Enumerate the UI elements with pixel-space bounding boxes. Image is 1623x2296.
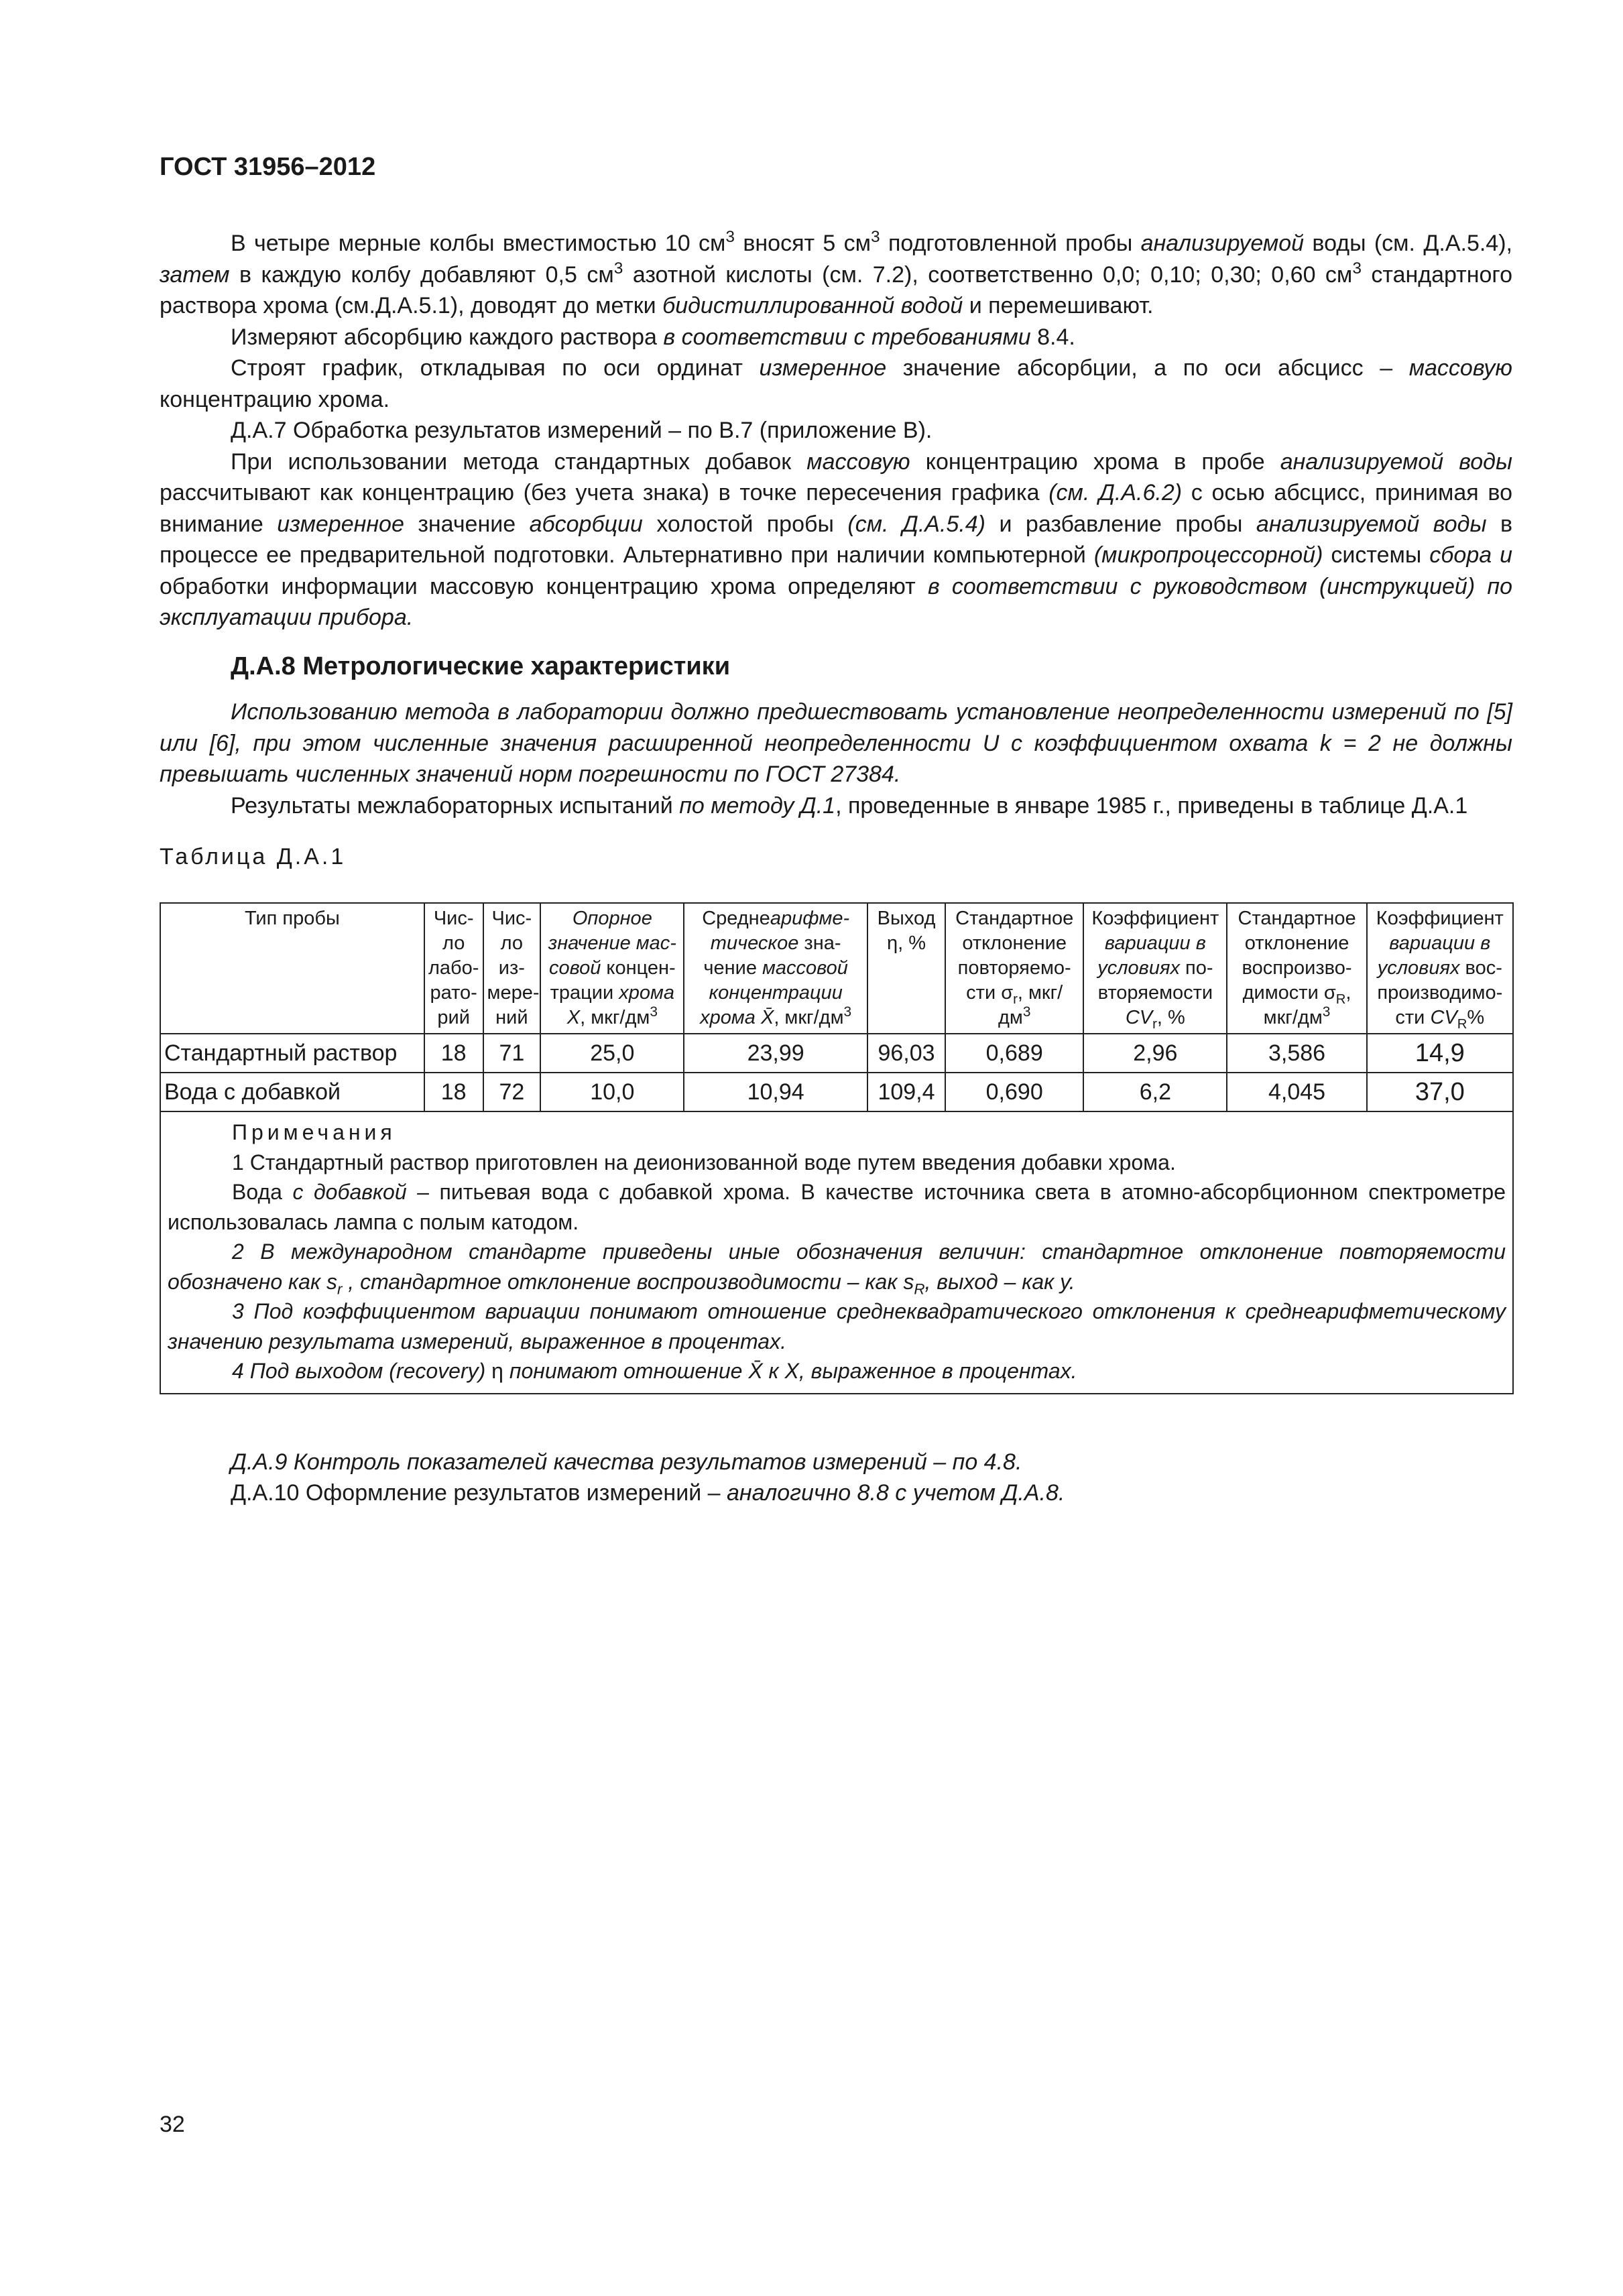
header-cvr: Коэффициент вариации в условиях по- вторяемости $CV_r$, % — [1083, 903, 1227, 1034]
cell-cvR: 14,9 — [1367, 1034, 1513, 1073]
paragraph: Д.А.9 Контроль показателей качества результатов измерений – по 4.8. — [231, 1449, 1022, 1475]
tail-text — [160, 1447, 1512, 1508]
cell-cvr: 6,2 — [1083, 1073, 1227, 1111]
cell-sr: 0,689 — [945, 1034, 1083, 1073]
paragraph: Результаты межлабораторных испытаний по методу Д.1, проведенные в январе 1985 г., приведены в таблице Д.А.1 — [231, 792, 1468, 819]
results-table — [160, 902, 1514, 1394]
note-1-cont: Вода с добавкой – питьевая вода с добавкой хрома. В качестве источника света в атомно-абсорбционном спектрометре использовалась лампа с полым катодом. — [168, 1180, 1506, 1234]
cell-yield: 96,03 — [867, 1034, 945, 1073]
paragraph: Д.А.7 Обработка результатов измерений – по В.7 (приложение В). — [231, 418, 933, 443]
standard-header: ГОСТ 31956–2012 — [160, 153, 376, 181]
cell-mean: 10,94 — [684, 1073, 867, 1111]
paragraph: Д.А.10 Оформление результатов измерений – аналогично 8.8 с учетом Д.А.8. — [231, 1480, 1065, 1506]
notes-title: Примечания — [232, 1120, 396, 1144]
header-reference: Опорное значение мас- совой концен- трации хрома X, мкг/$дм^3$ — [540, 903, 684, 1034]
note-2: 2 В международном стандарте приведены иные обозначения величин: стандартное отклонение повторяемости обозначено как $s_r$ , стандартное отклонение воспроизводимости – как $s_R$, выход – как y. — [168, 1240, 1506, 1297]
notes-row — [160, 1111, 1513, 1394]
table-notes — [160, 1111, 1513, 1394]
header-labs: Чис- ло лабо- рато- рий — [424, 903, 483, 1034]
table-header-row — [160, 903, 1513, 1034]
note-1: 1 Стандартный раствор приготовлен на деионизованной воде путем введения добавки хрома. — [232, 1150, 1176, 1174]
note-4: 4 Под выходом (recovery) η понимают отношение X̄ к X, выраженное в процентах. — [232, 1359, 1077, 1383]
header-mean: Среднеарифме- тическое зна- чение массовой концентрации хрома X̄, мкг/$дм^3$ — [684, 903, 867, 1034]
body-text — [160, 228, 1512, 873]
cell-type: Стандартный раствор — [160, 1034, 424, 1073]
header-yield: Выход η, % — [867, 903, 945, 1034]
header-sample-type: Тип пробы — [160, 903, 424, 1034]
cell-mean: 23,99 — [684, 1034, 867, 1073]
cell-labs: 18 — [424, 1073, 483, 1111]
cell-ref: 25,0 — [540, 1034, 684, 1073]
table-row — [160, 1034, 1513, 1073]
cell-labs: 18 — [424, 1034, 483, 1073]
cell-meas: 71 — [483, 1034, 541, 1073]
header-cvR: Коэффициент вариации в условиях вос- производимо- сти $CV_R\%$ — [1367, 903, 1513, 1034]
cell-sR: 4,045 — [1227, 1073, 1366, 1111]
cell-cvR: 37,0 — [1367, 1073, 1513, 1111]
header-sr: Стандартное отклонение повторяемо- сти $\sigma_r$, мкг/ $дм^3$ — [945, 903, 1083, 1034]
paragraph: При использовании метода стандартных добавок массовую концентрацию хрома в пробе анализируемой воды рассчитывают как концентрацию (без учета знака) в точке пересечения графика (см. Д.А.6.2) с осью абсцисс, принимая во внимание измеренное значение абсорбции холостой пробы (см. Д.А.5.4) и разбавление пробы анализируемой воды в процессе ее предварительной подготовки. Альтернативно при наличии компьютерной (микропроцессорной) системы сбора и обработки информации массовую концентрацию хрома определяют в соответствии с руководством (инструкцией) по эксплуатации прибора. — [160, 448, 1513, 630]
paragraph: Строят график, откладывая по оси ординат измеренное значение абсорбции, а по оси абсцисс – массовую концентрацию хрома. — [160, 355, 1512, 412]
section-title: Д.А.8 Метрологические характеристики — [231, 652, 731, 680]
header-sR: Стандартное отклонение воспроизво- димости $\sigma_R$, мкг/$дм^3$ — [1227, 903, 1366, 1034]
page-number: 32 — [160, 2112, 185, 2137]
note-3: 3 Под коэффициентом вариации понимают отношение среднеквадратического отклонения к среднеарифметическому значению результата измерений, выраженное в процентах. — [168, 1299, 1506, 1353]
paragraph: Использованию метода в лаборатории должно предшествовать установление неопределенности измерений по [5] или [6], при этом численные значения расширенной неопределенности U с коэффициентом охвата k = 2 не должны превышать численных значений норм погрешности по ГОСТ 27384. — [160, 699, 1512, 787]
paragraph: В четыре мерные колбы вместимостью 10 $см^3$ вносят 5 $см^3$ подготовленной пробы анализируемой воды (см. Д.А.5.4), затем в каждую колбу добавляют 0,5 $см^3$ азотной кислоты (см. 7.2), соответственно 0,0; 0,10; 0,30; 0,60 $см^3$ стандартного раствора хрома (см.Д.А.5.1), доводят до метки бидистиллированной водой и перемешивают. — [160, 228, 1512, 318]
cell-yield: 109,4 — [867, 1073, 945, 1111]
header-measurements: Чис- ло из- мере- ний — [483, 903, 541, 1034]
cell-ref: 10,0 — [540, 1073, 684, 1111]
cell-sR: 3,586 — [1227, 1034, 1366, 1073]
cell-cvr: 2,96 — [1083, 1034, 1227, 1073]
cell-meas: 72 — [483, 1073, 541, 1111]
cell-type: Вода с добавкой — [160, 1073, 424, 1111]
cell-sr: 0,690 — [945, 1073, 1083, 1111]
table-row — [160, 1073, 1513, 1111]
paragraph: Измеряют абсорбцию каждого раствора в соответствии с требованиями 8.4. — [231, 324, 1075, 350]
table-caption: Таблица Д.А.1 — [160, 844, 347, 869]
